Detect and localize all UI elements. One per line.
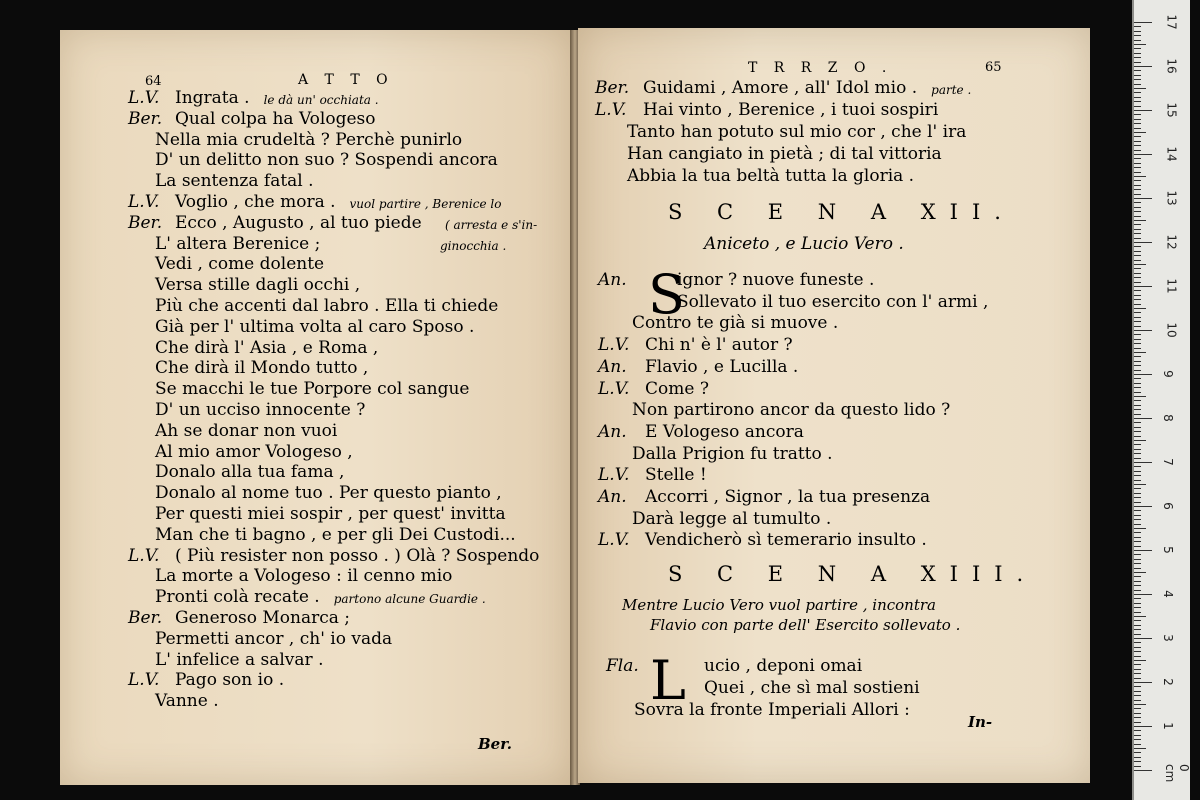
scene-12-characters: Aniceto , e Lucio Vero . xyxy=(704,234,904,254)
left-catchword: Ber. xyxy=(478,735,512,753)
ruler-tick xyxy=(1134,246,1141,247)
stage-direction: parte . xyxy=(931,83,972,97)
speaker-label: Fla. xyxy=(606,656,639,676)
ruler-tick xyxy=(1134,242,1152,243)
ruler-number: 16 xyxy=(1164,58,1179,74)
speaker-label: L.V. xyxy=(128,670,160,691)
ruler-tick xyxy=(1134,286,1152,287)
ruler-tick xyxy=(1134,524,1141,525)
ruler-tick xyxy=(1134,475,1141,476)
verse-line: Nella mia crudeltà ? Perchè punirlo xyxy=(155,129,463,150)
ruler-number: 4 xyxy=(1160,590,1175,598)
verse-line: Man che ti bagno , e per gli Dei Custodi... xyxy=(155,524,516,545)
ruler-tick xyxy=(1134,330,1152,331)
speaker-label: L.V. xyxy=(128,192,160,212)
speaker-label: L.V. xyxy=(598,335,630,356)
speaker-label: An. xyxy=(598,421,627,442)
ruler-tick xyxy=(1134,409,1141,410)
verse-line: Permetti ancor , ch' io vada xyxy=(155,628,393,649)
verse-line: Più che accenti dal labro . Ella ti chiede xyxy=(155,296,499,316)
ruler-tick xyxy=(1134,317,1141,318)
ruler-tick xyxy=(1134,541,1141,542)
ruler-tick xyxy=(1134,158,1141,159)
verse-line: E Vologeso ancora xyxy=(645,421,804,442)
ruler-tick xyxy=(1134,383,1141,384)
ruler-tick xyxy=(1134,449,1141,450)
ruler-tick xyxy=(1134,123,1141,124)
ruler-tick xyxy=(1134,532,1141,533)
ruler-tick xyxy=(1134,458,1141,459)
ruler-tick xyxy=(1134,704,1146,705)
ruler-tick xyxy=(1134,506,1152,507)
verse-line: Qual colpa ha Vologeso xyxy=(175,108,376,129)
verse-line: Generoso Monarca ; xyxy=(175,608,351,628)
ruler-tick xyxy=(1134,726,1152,727)
ruler-tick xyxy=(1134,752,1141,753)
ruler-tick xyxy=(1134,348,1141,349)
ruler-tick xyxy=(1134,356,1141,357)
ruler-tick xyxy=(1134,431,1141,432)
stage-direction: le dà un' occhiata . xyxy=(263,93,379,107)
scene-13-direction-2: Flavio con parte dell' Esercito sollevato . xyxy=(650,616,961,634)
verse-line: Ah se donar non vuoi xyxy=(155,420,338,441)
ruler-tick xyxy=(1134,176,1146,177)
speaker-label: Ber. xyxy=(595,78,630,98)
ruler-tick xyxy=(1134,308,1146,309)
ruler-tick xyxy=(1134,466,1141,467)
ruler-tick xyxy=(1134,264,1146,265)
ruler-tick xyxy=(1134,326,1141,327)
ruler-tick xyxy=(1134,581,1141,582)
ruler-tick xyxy=(1134,537,1141,538)
ruler-tick xyxy=(1134,730,1141,731)
ruler-tick xyxy=(1134,453,1141,454)
ruler-tick xyxy=(1134,528,1146,529)
ruler-number: 5 xyxy=(1160,546,1175,554)
verse-line: D' un delitto non suo ? Sospendi ancora xyxy=(155,150,498,171)
ruler-tick xyxy=(1134,66,1152,67)
ruler-tick xyxy=(1134,334,1141,335)
verse-line: Pago son io . xyxy=(175,670,285,691)
ruler-tick xyxy=(1134,625,1141,626)
ruler-tick xyxy=(1134,202,1141,203)
scene-13-direction-1: Mentre Lucio Vero vuol partire , incontra xyxy=(622,596,936,614)
ruler-tick xyxy=(1134,405,1141,406)
ruler-tick xyxy=(1134,664,1141,665)
verse-line: Come ? xyxy=(645,378,709,399)
ruler-tick xyxy=(1134,273,1141,274)
speaker-label: L.V. xyxy=(598,530,630,551)
ruler-tick xyxy=(1134,189,1141,190)
verse-line: La morte a Vologeso : il cenno mio xyxy=(155,566,453,587)
ruler-tick xyxy=(1134,713,1141,714)
verse-line: ( Più resister non posso . ) Olà ? Sospendo xyxy=(175,545,540,566)
ruler-tick xyxy=(1134,88,1146,89)
ruler-number: 3 xyxy=(1160,634,1175,642)
ruler-tick xyxy=(1134,585,1141,586)
verse-line: Vanne . xyxy=(155,691,219,712)
verse-line: Darà legge al tumulto . xyxy=(632,508,832,529)
ruler-tick xyxy=(1134,145,1141,146)
ruler-tick xyxy=(1134,207,1141,208)
ruler-tick xyxy=(1134,304,1141,305)
ruler-tick xyxy=(1134,502,1141,503)
ruler-tick xyxy=(1134,563,1141,564)
ruler-tick xyxy=(1134,290,1141,291)
ruler-tick xyxy=(1134,268,1141,269)
ruler-tick xyxy=(1134,554,1141,555)
ruler-tick xyxy=(1134,722,1141,723)
ruler-tick xyxy=(1134,603,1141,604)
ruler-tick xyxy=(1134,132,1146,133)
ruler-tick xyxy=(1134,40,1141,41)
ruler-tick xyxy=(1134,748,1146,749)
ruler-tick xyxy=(1134,238,1141,239)
stage-direction: ginocchia . xyxy=(440,238,507,253)
ruler-tick xyxy=(1134,444,1141,445)
ruler-tick xyxy=(1134,167,1141,168)
ruler-tick xyxy=(1134,229,1141,230)
speaker-label: Ber. xyxy=(128,108,163,129)
stage-direction: partono alcune Guardie . xyxy=(333,592,486,607)
ruler-tick xyxy=(1134,260,1141,261)
ruler-tick xyxy=(1134,136,1141,137)
verse-line: ignor ? nuove funeste . xyxy=(677,270,875,290)
ruler-tick xyxy=(1134,678,1141,679)
ruler-tick xyxy=(1134,735,1141,736)
measurement-ruler xyxy=(1132,0,1190,800)
ruler-tick xyxy=(1134,295,1141,296)
verse-line: Che dirà l' Asia , e Roma , xyxy=(155,337,379,358)
verse-line: ucio , deponi omai xyxy=(704,656,863,676)
ruler-tick xyxy=(1134,374,1152,375)
ruler-tick xyxy=(1134,708,1141,709)
ruler-tick xyxy=(1134,594,1152,595)
ruler-tick xyxy=(1134,418,1152,419)
ruler-tick xyxy=(1134,576,1141,577)
ruler-number: 2 xyxy=(1160,678,1175,686)
ruler-tick xyxy=(1134,101,1141,102)
ruler-tick xyxy=(1134,739,1141,740)
verse-line: L' infelice a salvar . xyxy=(155,649,324,670)
right-catchword: In- xyxy=(968,713,993,731)
verse-line: Hai vinto , Berenice , i tuoi sospiri xyxy=(643,100,939,120)
scene-12-dropcap: S xyxy=(648,263,685,326)
ruler-tick xyxy=(1134,642,1141,643)
ruler-tick xyxy=(1134,198,1152,199)
verse-line: L' altera Berenice ; xyxy=(155,233,321,254)
ruler-tick xyxy=(1134,224,1141,225)
ruler-tick xyxy=(1134,471,1141,472)
speaker-label: An. xyxy=(598,487,627,507)
ruler-tick xyxy=(1134,312,1141,313)
ruler-tick xyxy=(1134,70,1141,71)
ruler-tick xyxy=(1134,180,1141,181)
speaker-label: L.V. xyxy=(128,88,160,108)
left-page-number: 64 xyxy=(145,74,162,89)
ruler-tick xyxy=(1134,97,1141,98)
ruler-tick xyxy=(1134,515,1141,516)
ruler-number: 7 xyxy=(1160,458,1175,466)
ruler-tick xyxy=(1134,761,1141,762)
ruler-tick xyxy=(1134,251,1141,252)
verse-line: Han cangiato in pietà ; di tal vittoria xyxy=(627,144,942,164)
scene-12-title: S C E N A XII. xyxy=(668,200,1015,224)
verse-line: Al mio amor Vologeso , xyxy=(155,441,353,462)
ruler-number: 1 xyxy=(1160,722,1175,730)
ruler-tick xyxy=(1134,647,1141,648)
scene-13-dropcap: L xyxy=(650,649,686,712)
left-running-head: A T T O xyxy=(298,72,394,88)
verse-line: Se macchi le tue Porpore col sangue xyxy=(155,379,470,400)
scene-13-title: S C E N A XIII. xyxy=(668,562,1038,586)
ruler-tick xyxy=(1134,766,1141,767)
ruler-tick xyxy=(1134,194,1141,195)
ruler-tick xyxy=(1134,607,1141,608)
ruler-tick xyxy=(1134,651,1141,652)
ruler-tick xyxy=(1134,216,1141,217)
ruler-tick xyxy=(1134,339,1141,340)
verse-line: Donalo alla tua fama , xyxy=(155,462,345,483)
ruler-number: 13 xyxy=(1164,190,1179,206)
ruler-tick xyxy=(1134,612,1141,613)
ruler-tick xyxy=(1134,686,1141,687)
ruler-tick xyxy=(1134,44,1146,45)
verse-line: Non partirono ancor da questo lido ? xyxy=(632,400,951,421)
ruler-number: 14 xyxy=(1164,146,1179,162)
ruler-tick xyxy=(1134,590,1141,591)
verse-line: D' un ucciso innocente ? xyxy=(155,400,366,420)
verse-line: Guidami , Amore , all' Idol mio . xyxy=(643,78,918,98)
verse-line: Pronti colà recate . xyxy=(155,587,320,608)
ruler-tick xyxy=(1134,106,1141,107)
speaker-label: Ber. xyxy=(128,212,163,233)
speaker-label: L.V. xyxy=(595,100,627,120)
ruler-tick xyxy=(1134,53,1141,54)
ruler-tick xyxy=(1134,114,1141,115)
ruler-tick xyxy=(1134,400,1141,401)
ruler-tick xyxy=(1134,488,1141,489)
ruler-tick xyxy=(1134,559,1141,560)
ruler-tick xyxy=(1134,84,1141,85)
ruler-tick xyxy=(1134,717,1141,718)
verse-line: Tanto han potuto sul mio cor , che l' ira xyxy=(627,122,967,142)
ruler-tick xyxy=(1134,695,1141,696)
verse-line: Vedi , come dolente xyxy=(155,254,325,275)
ruler-number: 6 xyxy=(1160,502,1175,510)
ruler-tick xyxy=(1134,572,1146,573)
speaker-label: L.V. xyxy=(598,378,630,399)
ruler-number: 15 xyxy=(1164,102,1179,118)
ruler-tick xyxy=(1134,757,1141,758)
ruler-tick xyxy=(1134,343,1141,344)
ruler-number: 12 xyxy=(1164,234,1179,250)
speaker-label: L.V. xyxy=(128,545,160,566)
stage-direction: ( arresta e s'in- xyxy=(445,217,538,232)
verse-line: La sentenza fatal . xyxy=(155,171,314,192)
ruler-tick xyxy=(1134,392,1141,393)
ruler-tick xyxy=(1134,427,1141,428)
ruler-tick xyxy=(1134,770,1152,771)
verse-line: Sollevato il tuo esercito con l' armi , xyxy=(677,291,989,312)
ruler-tick xyxy=(1134,211,1141,212)
ruler-tick xyxy=(1134,673,1141,674)
ruler-tick xyxy=(1134,484,1146,485)
ruler-tick xyxy=(1134,616,1146,617)
ruler-number: 0 cm xyxy=(1163,764,1191,783)
ruler-tick xyxy=(1134,462,1152,463)
ruler-tick xyxy=(1134,119,1141,120)
verse-line: Per questi miei sospir , per quest' invitta xyxy=(155,504,506,524)
verse-line: Abbia la tua beltà tutta la gloria . xyxy=(627,166,915,186)
ruler-tick xyxy=(1134,233,1141,234)
ruler-tick xyxy=(1134,172,1141,173)
ruler-tick xyxy=(1134,365,1141,366)
ruler-tick xyxy=(1134,440,1146,441)
ruler-tick xyxy=(1134,629,1141,630)
ruler-tick xyxy=(1134,48,1141,49)
ruler-tick xyxy=(1134,79,1141,80)
ruler-tick xyxy=(1134,598,1141,599)
ruler-tick xyxy=(1134,396,1146,397)
ruler-tick xyxy=(1134,26,1141,27)
verse-line: Sovra la fronte Imperiali Allori : xyxy=(634,700,910,720)
ruler-number: 10 xyxy=(1164,322,1179,338)
ruler-tick xyxy=(1134,656,1141,657)
ruler-tick xyxy=(1134,75,1141,76)
ruler-tick xyxy=(1134,22,1152,23)
ruler-number: 8 xyxy=(1160,414,1175,422)
ruler-tick xyxy=(1134,154,1152,155)
verse-line: Contro te già si muove . xyxy=(632,313,839,334)
ruler-tick xyxy=(1134,682,1152,683)
ruler-tick xyxy=(1134,150,1141,151)
ruler-tick xyxy=(1134,744,1141,745)
ruler-tick xyxy=(1134,387,1141,388)
ruler-tick xyxy=(1134,163,1141,164)
speaker-label: Ber. xyxy=(128,608,163,628)
ruler-number: 9 xyxy=(1160,370,1175,378)
verse-line: Versa stille dagli occhi , xyxy=(155,275,361,296)
ruler-tick xyxy=(1134,620,1141,621)
ruler-tick xyxy=(1134,660,1146,661)
ruler-tick xyxy=(1134,321,1141,322)
ruler-tick xyxy=(1134,638,1152,639)
ruler-tick xyxy=(1134,141,1141,142)
ruler-tick xyxy=(1134,497,1141,498)
verse-line: Voglio , che mora . xyxy=(175,192,336,212)
ruler-tick xyxy=(1134,282,1141,283)
ruler-tick xyxy=(1134,700,1141,701)
verse-line: Flavio , e Lucilla . xyxy=(645,356,799,377)
ruler-tick xyxy=(1134,370,1141,371)
ruler-number: 17 xyxy=(1164,14,1179,30)
ruler-tick xyxy=(1134,422,1141,423)
ruler-tick xyxy=(1134,568,1141,569)
ruler-tick xyxy=(1134,128,1141,129)
ruler-tick xyxy=(1134,299,1141,300)
verse-line: Che dirà il Mondo tutto , xyxy=(155,358,369,379)
ruler-tick xyxy=(1134,550,1152,551)
right-running-head: T R R Z O . xyxy=(748,60,893,76)
ruler-tick xyxy=(1134,185,1141,186)
verse-line: Ecco , Augusto , al tuo piede xyxy=(175,212,422,233)
verse-line: Dalla Prigion fu tratto . xyxy=(632,443,833,464)
verse-line: Ingrata . xyxy=(175,88,250,108)
ruler-tick xyxy=(1134,378,1141,379)
ruler-tick xyxy=(1134,669,1141,670)
verse-line: Vendicherò sì temerario insulto . xyxy=(645,530,927,551)
ruler-tick xyxy=(1134,220,1146,221)
ruler-tick xyxy=(1134,57,1141,58)
stage-direction: vuol partire , Berenice lo xyxy=(349,197,502,211)
ruler-number: 11 xyxy=(1164,278,1179,294)
verse-line: Già per l' ultima volta al caro Sposo . xyxy=(155,316,475,337)
ruler-tick xyxy=(1134,361,1141,362)
ruler-tick xyxy=(1134,62,1141,63)
ruler-tick xyxy=(1134,436,1141,437)
verse-line: Donalo al nome tuo . Per questo pianto , xyxy=(155,483,502,504)
ruler-tick xyxy=(1134,31,1141,32)
ruler-tick xyxy=(1134,480,1141,481)
ruler-tick xyxy=(1134,35,1141,36)
ruler-tick xyxy=(1134,352,1146,353)
speaker-label: L.V. xyxy=(598,465,630,486)
speaker-label: An. xyxy=(598,270,627,290)
ruler-tick xyxy=(1134,414,1141,415)
ruler-tick xyxy=(1134,110,1152,111)
ruler-tick xyxy=(1134,493,1141,494)
verse-line: Quei , che sì mal sostieni xyxy=(704,678,920,698)
verse-line: Chi n' è l' autor ? xyxy=(645,335,793,356)
ruler-tick xyxy=(1134,546,1141,547)
right-page-number: 65 xyxy=(985,60,1002,75)
ruler-tick xyxy=(1134,277,1141,278)
ruler-tick xyxy=(1134,691,1141,692)
ruler-tick xyxy=(1134,510,1141,511)
ruler-tick xyxy=(1134,255,1141,256)
speaker-label: An. xyxy=(598,356,627,377)
verse-line: Stelle ! xyxy=(645,465,707,486)
verse-line: Accorri , Signor , la tua presenza xyxy=(645,487,931,507)
ruler-tick xyxy=(1134,519,1141,520)
ruler-tick xyxy=(1134,634,1141,635)
ruler-tick xyxy=(1134,92,1141,93)
